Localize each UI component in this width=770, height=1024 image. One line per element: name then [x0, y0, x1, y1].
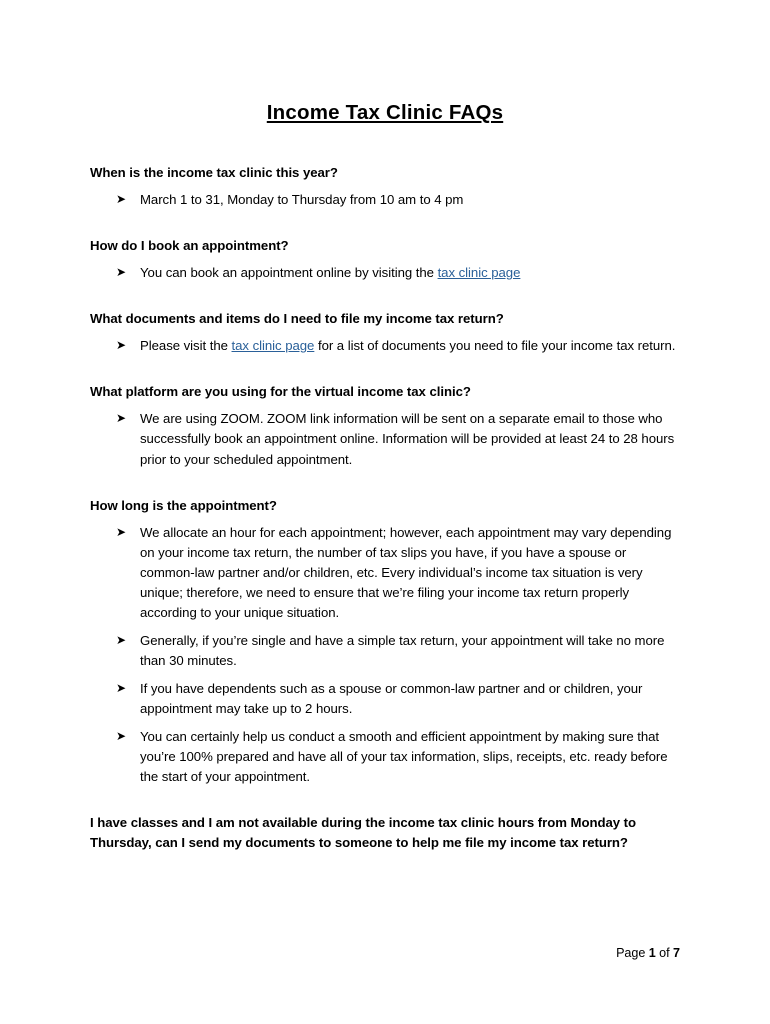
faq-answer	[90, 631, 680, 671]
faq-item	[90, 382, 680, 469]
answer-text: Please visit the	[140, 338, 232, 354]
arrow-bullet-icon: ➤	[116, 729, 127, 744]
faq-question: I have classes and I am not available during the income tax clinic hours from Monday to Thursday, can I send my documents to someone to help me file my income tax return?	[90, 815, 637, 850]
faq-item	[90, 813, 680, 851]
answer-text: We allocate an hour for each appointment; however, each appointment may vary depending on your income tax return, the number of tax slips you have, if you have a spouse or common-law partner and/or children, etc. Every individual’s income tax situation is very unique; therefore, we need to ensure that we’re filing your income tax return properly according to your unique situation.	[140, 524, 672, 620]
faq-list	[90, 163, 680, 852]
faq-answer-list	[90, 190, 680, 210]
arrow-bullet-icon: ➤	[116, 633, 127, 648]
faq-answer	[90, 190, 680, 210]
footer-middle: of	[655, 946, 674, 960]
faq-answer	[90, 409, 680, 469]
footer-current-page: 1	[648, 946, 656, 960]
faq-item	[90, 496, 680, 788]
arrow-bullet-icon: ➤	[116, 411, 127, 426]
faq-answer	[90, 523, 680, 623]
faq-answer	[90, 679, 680, 719]
answer-text: You can book an appointment online by visiting the	[140, 264, 438, 280]
page-title: Income Tax Clinic FAQs	[266, 101, 504, 124]
faq-item	[90, 236, 680, 283]
arrow-bullet-icon: ➤	[116, 338, 127, 353]
faq-answer-list	[90, 263, 680, 283]
answer-text: for a list of documents you need to file your income tax return.	[314, 338, 676, 354]
footer-prefix: Page	[616, 946, 649, 960]
faq-answer-list	[90, 523, 680, 788]
arrow-bullet-icon: ➤	[116, 681, 127, 696]
answer-text: Generally, if you’re single and have a simple tax return, your appointment will take no more than 30 minutes.	[140, 633, 665, 669]
page-footer	[90, 946, 680, 960]
faq-question: How do I book an appointment?	[90, 237, 289, 253]
faq-answer-list	[90, 336, 680, 356]
arrow-bullet-icon: ➤	[116, 191, 127, 206]
faq-answer	[90, 263, 680, 283]
arrow-bullet-icon: ➤	[116, 264, 127, 279]
answer-text: We are using ZOOM. ZOOM link information will be sent on a separate email to those who successfully book an appointment online. Information will be provided at least 24 to 28 hours prior to your scheduled appointment.	[140, 411, 675, 467]
faq-item	[90, 309, 680, 356]
arrow-bullet-icon: ➤	[116, 524, 127, 539]
footer-total-pages: 7	[673, 946, 680, 960]
tax-clinic-page-link[interactable]: tax clinic page	[231, 338, 315, 354]
tax-clinic-page-link[interactable]: tax clinic page	[437, 264, 521, 280]
faq-answer-list	[90, 409, 680, 469]
answer-text: You can certainly help us conduct a smooth and efficient appointment by making sure that you’re 100% prepared and have all of your tax information, slips, receipts, etc. ready before the start of your appointment.	[140, 729, 668, 785]
faq-question: When is the income tax clinic this year?	[90, 164, 338, 180]
faq-answer	[90, 336, 680, 356]
faq-item	[90, 163, 680, 210]
faq-question: What documents and items do I need to file my income tax return?	[90, 311, 504, 327]
answer-text: March 1 to 31, Monday to Thursday from 10 am to 4 pm	[140, 191, 464, 207]
answer-text: If you have dependents such as a spouse or common-law partner and or children, your appointment may take up to 2 hours.	[140, 681, 643, 717]
faq-question: How long is the appointment?	[90, 497, 277, 513]
faq-question: What platform are you using for the virtual income tax clinic?	[90, 384, 471, 400]
faq-answer	[90, 727, 680, 787]
